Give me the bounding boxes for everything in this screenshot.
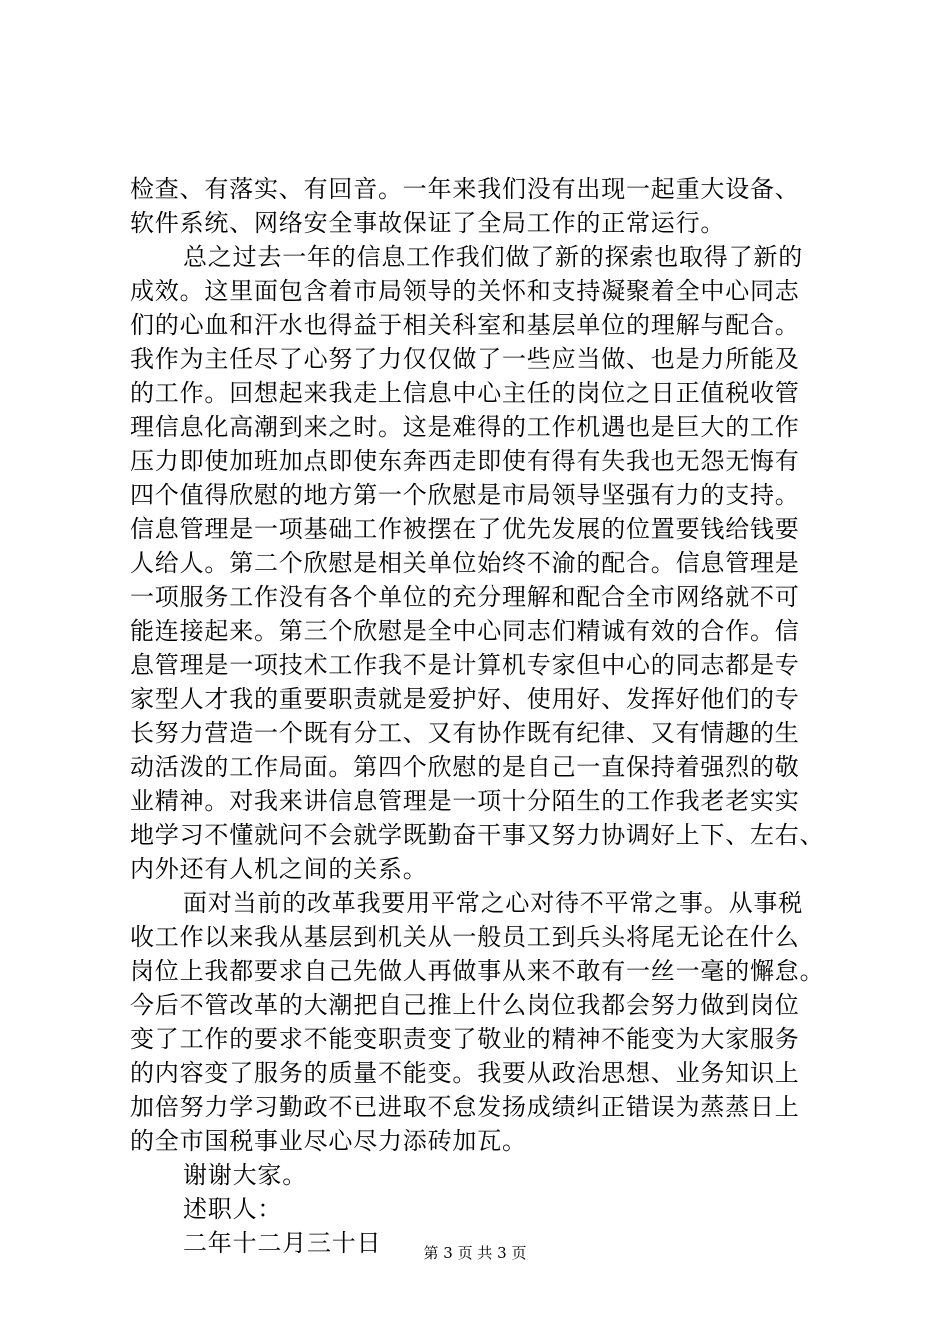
text-line: 的全市国税事业尽心尽力添砖加瓦。 <box>130 1127 527 1155</box>
text-line: 信息管理是一项基础工作被摆在了优先发展的位置要钱给钱要 <box>130 515 800 543</box>
text-line: 地学习不懂就问不会就学既勤奋干事又努力协调好上下、左右、 <box>130 821 825 849</box>
text-line: 人给人。第二个欣慰是相关单位始终不渝的配合。信息管理是 <box>130 549 800 577</box>
text-line: 检查、有落实、有回音。一年来我们没有出现一起重大设备、 <box>130 175 800 203</box>
document-body <box>130 172 830 1260</box>
text-line: 述职人： <box>183 1195 283 1223</box>
text-line: 谢谢大家。 <box>183 1161 307 1189</box>
text-line: 息管理是一项技术工作我不是计算机专家但中心的同志都是专 <box>130 651 800 679</box>
text-line: 收工作以来我从基层到机关从一般员工到兵头将尾无论在什么 <box>130 923 800 951</box>
text-line: 的内容变了服务的质量不能变。我要从政治思想、业务知识上 <box>130 1059 800 1087</box>
text-line: 压力即使加班加点即使东奔西走即使有得有失我也无怨无悔有 <box>130 447 800 475</box>
text-line: 加倍努力学习勤政不已进取不怠发扬成绩纠正错误为蒸蒸日上 <box>130 1093 800 1121</box>
text-line: 业精神。对我来讲信息管理是一项十分陌生的工作我老老实实 <box>130 787 800 815</box>
text-line: 一项服务工作没有各个单位的充分理解和配合全市网络就不可 <box>130 583 800 611</box>
text-line: 变了工作的要求不能变职责变了敬业的精神不能变为大家服务 <box>130 1025 800 1053</box>
text-line: 总之过去一年的信息工作我们做了新的探索也取得了新的 <box>183 243 803 271</box>
text-line: 岗位上我都要求自己先做人再做事从来不敢有一丝一毫的懈怠。 <box>130 957 825 985</box>
text-line: 长努力营造一个既有分工、又有协作既有纪律、又有情趣的生 <box>130 719 800 747</box>
text-line: 动活泼的工作局面。第四个欣慰的是自己一直保持着强烈的敬 <box>130 753 800 781</box>
text-line: 的工作。回想起来我走上信息中心主任的岗位之日正值税收管 <box>130 379 800 407</box>
text-line: 四个值得欣慰的地方第一个欣慰是市局领导坚强有力的支持。 <box>130 481 800 509</box>
text-line: 能连接起来。第三个欣慰是全中心同志们精诚有效的合作。信 <box>130 617 800 645</box>
text-line: 今后不管改革的大潮把自己推上什么岗位我都会努力做到岗位 <box>130 991 800 1019</box>
text-line: 家型人才我的重要职责就是爱护好、使用好、发挥好他们的专 <box>130 685 800 713</box>
text-line: 理信息化高潮到来之时。这是难得的工作机遇也是巨大的工作 <box>130 413 800 441</box>
text-line: 们的心血和汗水也得益于相关科室和基层单位的理解与配合。 <box>130 311 800 339</box>
text-line: 面对当前的改革我要用平常之心对待不平常之事。从事税 <box>183 889 803 917</box>
text-line: 我作为主任尽了心努了力仅仅做了一些应当做、也是力所能及 <box>130 345 800 373</box>
text-line: 二年十二月三十日 <box>183 1229 382 1257</box>
text-line: 成效。这里面包含着市局领导的关怀和支持凝聚着全中心同志 <box>130 277 800 305</box>
text-line: 内外还有人机之间的关系。 <box>130 855 428 883</box>
text-line: 软件系统、网络安全事故保证了全局工作的正常运行。 <box>130 209 726 237</box>
page-footer: 第 3 页 共 3 页 <box>423 1244 527 1262</box>
